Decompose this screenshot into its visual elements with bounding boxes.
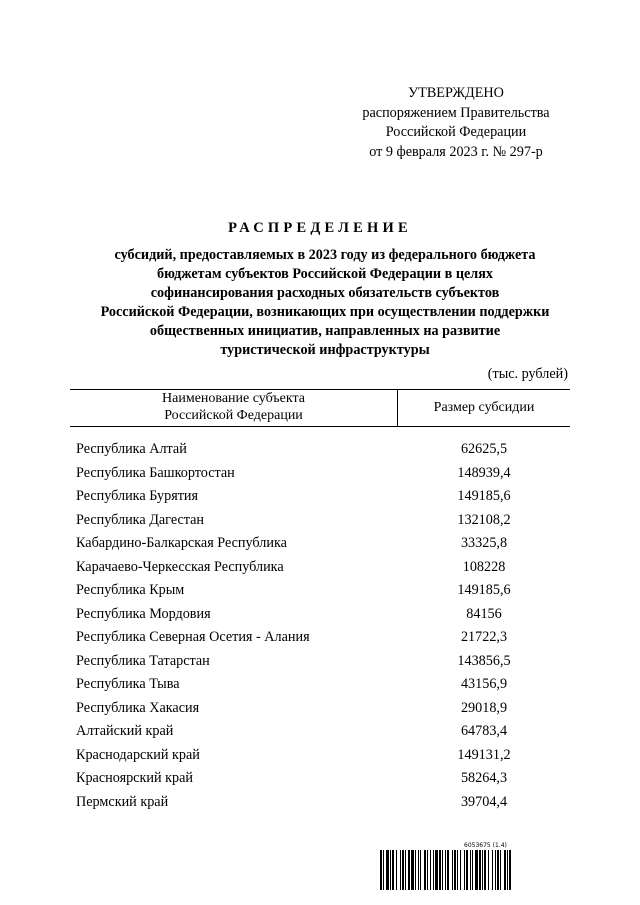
table-row (76, 532, 570, 556)
row-value: 84156 (466, 605, 502, 622)
row-value: 108228 (462, 558, 506, 575)
barcode-bar (386, 850, 389, 890)
table-row (76, 697, 570, 721)
column-header-value: Размер субсидии (433, 400, 535, 415)
barcode-image (380, 850, 570, 890)
table-row (76, 509, 570, 533)
table-row (76, 579, 570, 603)
row-name: Республика Дагестан (76, 511, 205, 528)
row-name: Республика Татарстан (76, 652, 210, 669)
row-value: 149131,2 (457, 746, 511, 763)
barcode-bar (433, 850, 434, 890)
barcode-bar (482, 850, 483, 890)
barcode-bar (495, 850, 496, 890)
row-value: 149185,6 (457, 488, 511, 505)
barcode-bar (418, 850, 419, 890)
barcode-bar (466, 850, 468, 890)
table-row (76, 673, 570, 697)
barcode-bar (390, 850, 391, 890)
row-value: 43156,9 (460, 676, 508, 693)
barcode-bar (430, 850, 431, 890)
row-value: 148939,4 (457, 464, 511, 481)
row-name: Республика Алтай (76, 441, 187, 458)
barcode-bar (454, 850, 456, 890)
row-name: Республика Северная Осетия - Алания (76, 629, 310, 646)
row-name: Пермский край (76, 793, 169, 810)
row-value: 62625,5 (460, 441, 508, 458)
table-row (76, 744, 570, 768)
table-header (70, 389, 570, 427)
barcode-bar (442, 850, 443, 890)
barcode-bar (435, 850, 438, 890)
barcode-bar (411, 850, 414, 890)
row-name: Республика Хакасия (76, 699, 200, 716)
table-row (76, 485, 570, 509)
table-row (76, 791, 570, 815)
barcode-bar (408, 850, 410, 890)
table-row (76, 438, 570, 462)
barcode-bar (392, 850, 394, 890)
barcode-bar (464, 850, 465, 890)
row-name: Республика Башкортостан (76, 464, 235, 481)
barcode-bar (470, 850, 471, 890)
table-row (76, 720, 570, 744)
row-name: Краснодарский край (76, 746, 200, 763)
barcode-bar (447, 850, 449, 890)
barcode-bar (424, 850, 426, 890)
barcode-bar (402, 850, 404, 890)
row-name: Республика Бурятия (76, 488, 199, 505)
barcode-bar (509, 850, 511, 890)
barcode-bar (497, 850, 499, 890)
barcode-bar (380, 850, 382, 890)
row-value: 149185,6 (457, 582, 511, 599)
barcode-bar (427, 850, 428, 890)
column-header-name: Наименование субъекта Российской Федерации (162, 391, 305, 423)
row-value: 29018,9 (460, 699, 508, 716)
row-name: Республика Тыва (76, 676, 180, 693)
barcode-bar (420, 850, 421, 890)
table-row (76, 556, 570, 580)
row-value: 143856,5 (457, 652, 511, 669)
units-label: (тыс. рублей) (487, 366, 568, 382)
barcode-bar (475, 850, 478, 890)
approval-block (340, 84, 572, 162)
table-row (76, 626, 570, 650)
row-name: Алтайский край (76, 723, 174, 740)
barcode-bar (488, 850, 489, 890)
approval-line-2: Российской Федерации (385, 124, 527, 140)
document-subtitle: субсидий, предоставляемых в 2023 году из федерального бюджета бюджетам субъектов Российской Федерации в целях софинансирования расходных обязательств субъектов Российской Федерации, возникающих при осуществлении поддержки общественных инициатив, направленных на развитие туристической инфраструктуры (100, 247, 550, 358)
row-name: Карачаево-Черкесская Республика (76, 558, 284, 575)
row-value: 58264,3 (460, 770, 508, 787)
barcode-bar (452, 850, 453, 890)
row-name: Республика Мордовия (76, 605, 211, 622)
table-body (76, 438, 570, 814)
barcode-bar (400, 850, 401, 890)
row-name: Красноярский край (76, 770, 193, 787)
table-row (76, 767, 570, 791)
barcode-bar (472, 850, 473, 890)
barcode-bar (500, 850, 501, 890)
barcode-bar (457, 850, 458, 890)
row-value: 132108,2 (457, 511, 511, 528)
barcode-bar (507, 850, 508, 890)
row-value: 21722,3 (460, 629, 508, 646)
barcode-bar (396, 850, 397, 890)
row-name: Республика Крым (76, 582, 185, 599)
approval-line-3: от 9 февраля 2023 г. № 297-р (369, 143, 543, 160)
barcode-bar (383, 850, 384, 890)
barcode-block (380, 842, 570, 892)
barcode-bar (439, 850, 441, 890)
barcode-bar (484, 850, 486, 890)
table-row (76, 650, 570, 674)
barcode-number: 6053675 (1.4) (464, 842, 507, 849)
row-value: 39704,4 (460, 793, 508, 810)
barcode-bar (460, 850, 461, 890)
table-row (76, 603, 570, 627)
approval-heading: УТВЕРЖДЕНО (408, 85, 504, 101)
row-name: Кабардино-Балкарская Республика (76, 535, 287, 552)
document-title: РАСПРЕДЕЛЕНИЕ (228, 220, 412, 236)
barcode-bar (415, 850, 416, 890)
barcode-bar (479, 850, 481, 890)
row-value: 64783,4 (460, 723, 508, 740)
barcode-bar (405, 850, 406, 890)
row-value: 33325,8 (460, 535, 508, 552)
barcode-bar (504, 850, 506, 890)
barcode-bar (445, 850, 446, 890)
table-row (76, 462, 570, 486)
approval-line-1: распоряжением Правительства (362, 104, 550, 121)
barcode-bar (492, 850, 493, 890)
